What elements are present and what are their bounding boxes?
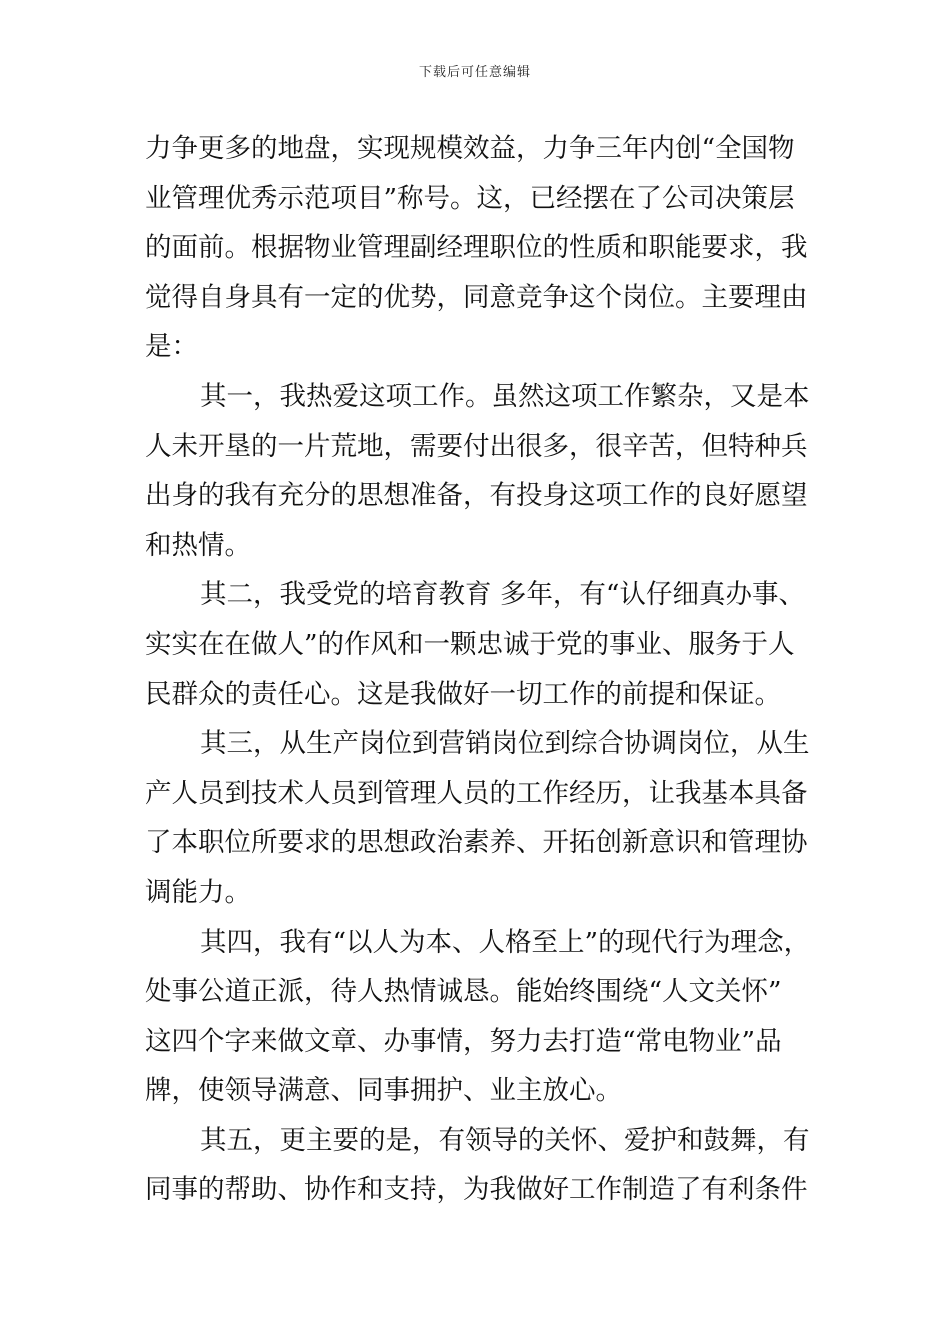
document-body — [145, 124, 835, 1215]
text-line: 人未开垦的一片荒地，需要付出很多，很辛苦，但特种兵 — [145, 430, 808, 462]
paragraph-start-line: 其二，我受党的培育教育 多年，有“认仔细真办事、 — [200, 579, 805, 611]
text-line: 觉得自身具有一定的优势，同意竞争这个岗位。主要理由 — [145, 281, 808, 313]
text-line: 实实在在做人”的作风和一颗忠诚于党的事业、服务于人 — [145, 628, 795, 660]
text-line: 和热情。 — [145, 529, 251, 561]
text-line: 民群众的责任心。这是我做好一切工作的前提和保证。 — [145, 678, 781, 710]
paragraph-start-line: 其一，我热爱这项工作。虽然这项工作繁杂，又是本 — [200, 380, 810, 412]
text-line: 这四个字来做文章、办事情，努力去打造“常电物业”品 — [145, 1025, 782, 1057]
text-line: 牌，使领导满意、同事拥护、业主放心。 — [145, 1075, 622, 1107]
text-line: 处事公道正派，待人热情诚恳。能始终围绕“人文关怀” — [145, 976, 782, 1008]
text-line: 的面前。根据物业管理副经理职位的性质和职能要求，我 — [145, 232, 808, 264]
text-line: 产人员到技术人员到管理人员的工作经历，让我基本具备 — [145, 777, 808, 809]
text-line: 出身的我有充分的思想准备，有投身这项工作的良好愿望 — [145, 480, 808, 512]
page-header: 下载后可任意编辑 — [418, 65, 531, 80]
paragraph-start-line: 其三，从生产岗位到营销岗位到综合协调岗位，从生 — [200, 728, 810, 760]
text-line: 业管理优秀示范项目”称号。这，已经摆在了公司决策层 — [145, 182, 795, 214]
text-line: 是： — [145, 331, 198, 363]
text-line: 了本职位所要求的思想政治素养、开拓创新意识和管理协 — [145, 827, 808, 859]
text-line: 调能力。 — [145, 876, 251, 908]
paragraph-start-line: 其五，更主要的是，有领导的关怀、爱护和鼓舞，有 — [200, 1124, 810, 1156]
paragraph-start-line: 其四，我有“以人为本、人格至上”的现代行为理念， — [200, 926, 811, 958]
text-line: 力争更多的地盘，实现规模效益，力争三年内创“全国物 — [145, 133, 795, 164]
text-line: 同事的帮助、协作和支持，为我做好工作制造了有利条件 — [145, 1174, 808, 1206]
